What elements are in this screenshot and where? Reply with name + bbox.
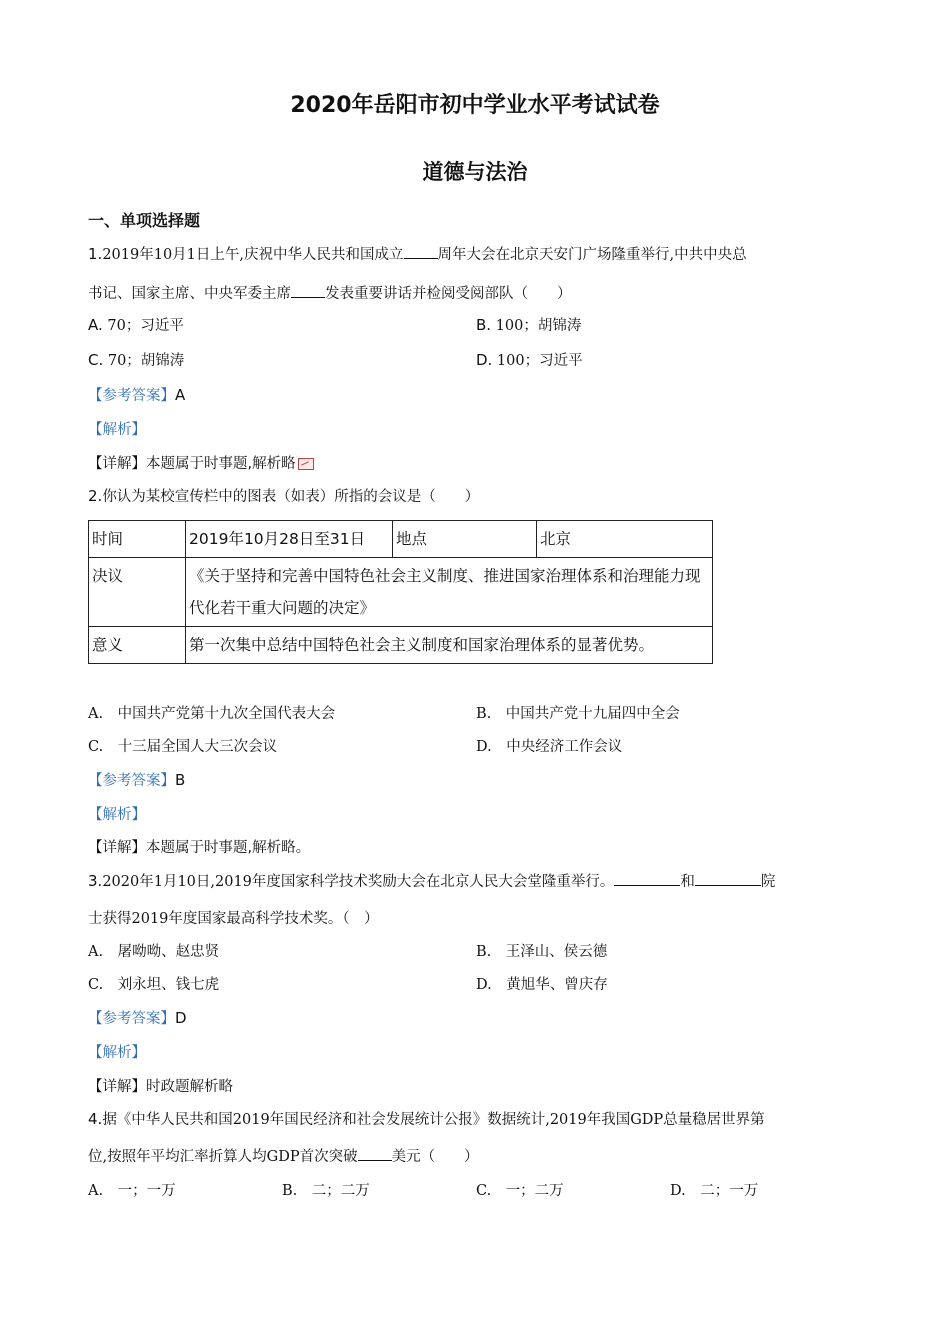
- option-letter: B.: [476, 706, 492, 722]
- broken-image-icon: [298, 458, 314, 470]
- question-1-text: 发表重要讲话并检阅受阅部队（ ）: [325, 286, 572, 302]
- detail-label: 【详解】: [88, 1079, 146, 1095]
- question-3-line-1: [88, 870, 775, 891]
- option-letter: A.: [88, 706, 104, 722]
- option-text: 中央经济工作会议: [506, 739, 623, 755]
- option-text: 70；胡锦涛: [103, 353, 185, 369]
- answer-value: D: [175, 1009, 187, 1027]
- analysis-label: 【解析】: [88, 1045, 146, 1061]
- answer-blank: [291, 283, 325, 298]
- answer-line: [88, 769, 185, 790]
- option-b: [476, 314, 581, 335]
- option-text: 二；一万: [700, 1183, 759, 1199]
- ref-answer-label: 【参考答案】: [88, 1011, 175, 1027]
- option-c: [88, 735, 277, 756]
- question-2-number: 2.: [88, 487, 103, 505]
- option-text: 100；习近平: [492, 353, 583, 369]
- option-letter: C.: [88, 351, 104, 369]
- option-b: [476, 940, 607, 961]
- ref-answer-label: 【参考答案】: [88, 388, 175, 404]
- option-letter: B.: [476, 316, 492, 334]
- table-row: [89, 558, 713, 627]
- option-d: [476, 735, 622, 756]
- detail-text: 时政题解析略: [146, 1079, 233, 1095]
- question-1-text: 2019年10月1日上午,庆祝中华人民共和国成立: [102, 247, 404, 263]
- question-4-number: 4.: [88, 1110, 103, 1128]
- option-letter: A.: [88, 944, 104, 960]
- meeting-info-table: [88, 520, 713, 664]
- option-letter: B.: [282, 1183, 298, 1199]
- answer-blank: [358, 1146, 392, 1161]
- option-letter: D.: [670, 1183, 686, 1199]
- question-1-line-1: [88, 243, 747, 264]
- option-b: [282, 1179, 370, 1200]
- question-2-text: 你认为某校宣传栏中的图表（如表）所指的会议是（ ）: [102, 489, 480, 505]
- table-cell: 意义: [89, 627, 186, 664]
- option-a: [88, 940, 219, 961]
- answer-blank: [614, 871, 680, 886]
- option-a: [88, 314, 184, 335]
- option-text: 70；习近平: [102, 318, 184, 334]
- option-text: 十三届全国人大三次会议: [117, 739, 278, 755]
- answer-value: B: [175, 771, 186, 789]
- option-d: [670, 1179, 758, 1200]
- option-text: 刘永坦、钱七虎: [117, 977, 220, 993]
- option-letter: C.: [88, 977, 104, 993]
- option-letter: A.: [88, 316, 103, 334]
- detail-text: 本题属于时事题,解析略: [146, 456, 296, 472]
- option-text: 屠呦呦、赵忠贤: [117, 944, 220, 960]
- detail-label: 【详解】: [88, 840, 146, 856]
- question-3-text: 和: [680, 874, 695, 890]
- detail-line: [88, 452, 314, 473]
- table-cell: 时间: [89, 521, 186, 558]
- option-a: [88, 1179, 176, 1200]
- option-d: [476, 349, 583, 370]
- option-letter: C.: [88, 739, 104, 755]
- table-row: [89, 521, 713, 558]
- option-c: [88, 349, 184, 370]
- question-4-text: 美元（ ）: [391, 1149, 479, 1165]
- option-letter: D.: [476, 977, 492, 993]
- question-3-line-2: 士获得2019年度国家最高科学技术奖。（ ）: [88, 911, 379, 927]
- option-b: [476, 702, 680, 723]
- answer-blank: [404, 244, 438, 259]
- detail-label: 【详解】: [88, 456, 146, 472]
- answer-line: [88, 384, 185, 405]
- question-1-number: 1.: [88, 245, 103, 263]
- answer-value: A: [175, 386, 186, 404]
- question-1-text: 周年大会在北京天安门广场隆重举行,中共中央总: [437, 247, 747, 263]
- question-4-text: 位,按照年平均汇率折算人均GDP首次突破: [88, 1149, 358, 1165]
- option-letter: D.: [476, 739, 492, 755]
- detail-line: [88, 1075, 233, 1096]
- answer-line: [88, 1007, 187, 1028]
- option-letter: B.: [476, 944, 492, 960]
- ref-answer-label: 【参考答案】: [88, 773, 175, 789]
- option-text: 一；一万: [117, 1183, 176, 1199]
- detail-line: [88, 836, 310, 857]
- option-text: 二；二万: [311, 1183, 370, 1199]
- option-d: [476, 973, 608, 994]
- question-2-line-1: [88, 485, 479, 506]
- question-4-text: 据《中华人民共和国2019年国民经济和社会发展统计公报》数据统计,2019年我国GDP总量稳居世界第: [102, 1112, 765, 1128]
- option-text: 一；二万: [505, 1183, 564, 1199]
- option-letter: C.: [476, 1183, 492, 1199]
- table-cell: 北京: [537, 521, 713, 558]
- question-3-text: 2020年1月10日,2019年度国家科学技术奖励大会在北京人民大会堂隆重举行。: [102, 874, 615, 890]
- analysis-label: 【解析】: [88, 807, 146, 823]
- question-4-line-2: [88, 1145, 479, 1166]
- page-subtitle: 道德与法治: [422, 160, 528, 184]
- option-text: 中国共产党十九届四中全会: [505, 706, 680, 722]
- table-row: [89, 627, 713, 664]
- option-text: 王泽山、侯云德: [505, 944, 608, 960]
- table-cell: 2019年10月28日至31日: [186, 521, 393, 558]
- question-3-text: 院: [760, 874, 776, 890]
- question-1-line-2: [88, 282, 572, 303]
- question-3-number: 3.: [88, 872, 103, 890]
- answer-blank: [695, 871, 761, 886]
- detail-text: 本题属于时事题,解析略。: [146, 840, 311, 856]
- option-c: [88, 973, 219, 994]
- table-cell: 决议: [89, 558, 186, 627]
- page-title: 2020年岳阳市初中学业水平考试试卷: [290, 93, 660, 118]
- question-1-text: 书记、国家主席、中央军委主席: [88, 286, 291, 302]
- option-letter: D.: [476, 351, 493, 369]
- option-text: 100；胡锦涛: [491, 318, 582, 334]
- table-cell: 《关于坚持和完善中国特色社会主义制度、推进国家治理体系和治理能力现代化若干重大问题的决定》: [186, 558, 713, 627]
- option-letter: A.: [88, 1183, 104, 1199]
- option-c: [476, 1179, 564, 1200]
- table-cell: 第一次集中总结中国特色社会主义制度和国家治理体系的显著优势。: [186, 627, 713, 664]
- option-text: 中国共产党第十九次全国代表大会: [117, 706, 336, 722]
- section-heading: 一、单项选择题: [88, 211, 201, 230]
- table-cell: 地点: [393, 521, 537, 558]
- question-4-line-1: [88, 1108, 765, 1129]
- option-text: 黄旭华、曾庆存: [506, 977, 608, 993]
- option-a: [88, 702, 335, 723]
- analysis-label: 【解析】: [88, 422, 146, 438]
